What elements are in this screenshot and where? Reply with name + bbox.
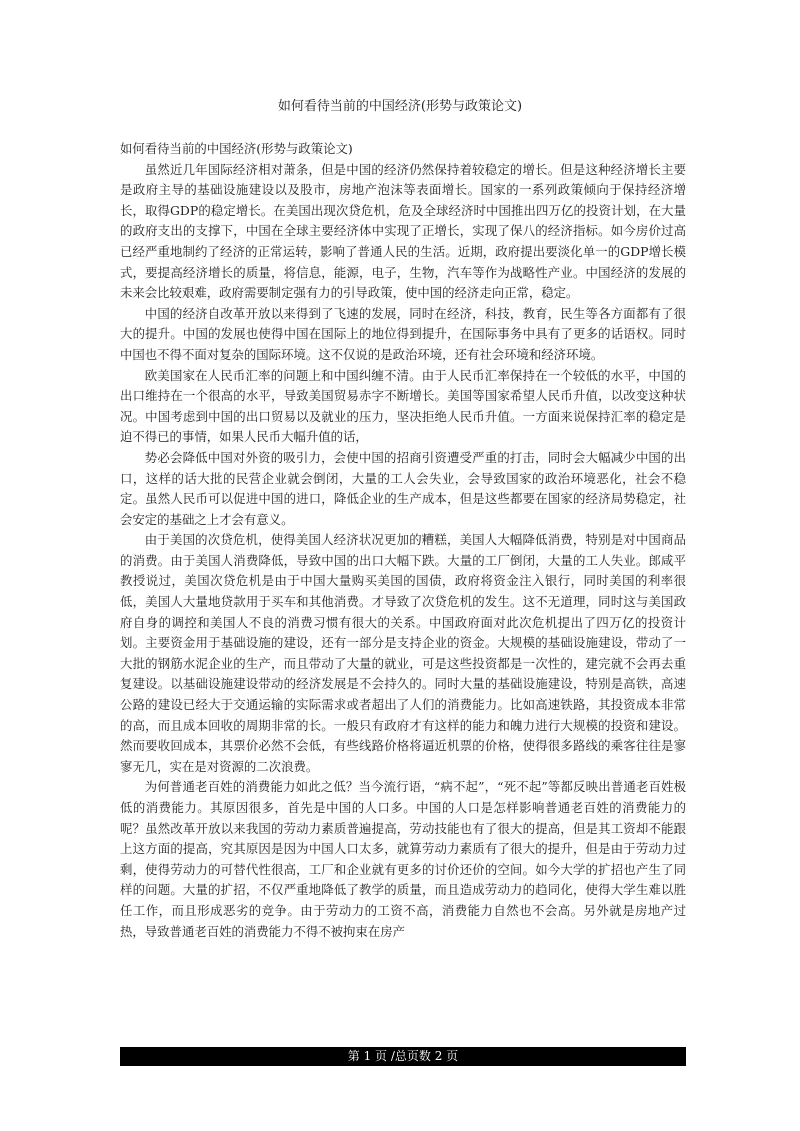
paragraph-2: 中国的经济自改革开放以来得到了飞速的发展，同时在经济，科技，教育，民生等各方面都有了很大的提升。中国的发展也使得中国在国际上的地位得到提升，在国际事务中具有了更多的话语权。同时中国也不得不面对复杂的国际环境。这不仅说的是政治环境，还有社会环境和经济环境。 (120, 305, 686, 362)
page-title: 如何看待当前的中国经济(形势与政策论文) (277, 99, 523, 114)
paragraph-6: 为何普通老百姓的消费能力如此之低？当今流行语，“病不起”，“死不起”等都反映出普通老百姓极低的消费能力。其原因很多，首先是中国的人口多。中国的人口是怎样影响普通老百姓的消费能力的呢？虽然改革开放以来我国的劳动力素质普遍提高，劳动技能也有了很大的提高，但是其工资却不能跟上这方面的提高，究其原因是因为中国人口太多，就算劳动力素质有了很大的提升，但是由于劳动力过剩，使得劳动力的可替代性很高，工厂和企业就有更多的讨价还价的空间。如今大学的扩招也产生了同样的问题。大量的扩招，不仅严重地降低了教学的质量，而且造成劳动力的趋同化，使得大学生难以胜任工作，而且形成恶劣的竞争。由于劳动力的工资不高，消费能力自然也不会高。另外就是房地产过热，导致普通老百姓的消费能力不得不被拘束在房产 (120, 779, 686, 939)
paragraph-1: 虽然近几年国际经济相对萧条，但是中国的经济仍然保持着较稳定的增长。但是这种经济增长主要是政府主导的基础设施建设以及股市，房地产泡沫等表面增长。国家的一系列政策倾向于保持经济增长，取得GDP的稳定增长。在美国出现次贷危机，危及全球经济时中国推出四万亿的投资计划，在大量的政府支出的支撑下，中国在全球主要经济体中实现了正增长，实现了保八的经济指标。如今房价过高已经严重地制约了经济的正常运转，影响了普通人民的生活。近期，政府提出要淡化单一的GDP增长模式，要提高经济增长的质量，将信息，能源，电子，生物，汽车等作为战略性产业。中国经济的发展的未来会比较艰难，政府需要制定强有力的引导政策，使中国的经济走向正常，稳定。 (120, 161, 686, 301)
paragraph-4: 势必会降低中国对外资的吸引力，会使中国的招商引资遭受严重的打击，同时会大幅减少中国的出口，这样的话大批的民营企业就会倒闭，大量的工人会失业，会导致国家的政治环境恶化，社会不稳定。虽然人民币可以促进中国的进口，降低企业的生产成本，但是这些都要在国家的经济局势稳定，社会安定的基础之上才会有意义。 (120, 449, 686, 527)
document-subtitle: 如何看待当前的中国经济(形势与政策论文) (120, 141, 353, 156)
paragraph-3: 欧美国家在人民币汇率的问题上和中国纠缠不清。由于人民币汇率保持在一个较低的水平，中国的出口维持在一个很高的水平，导致美国贸易赤字不断增长。美国等国家希望人民币升值，以改变这种状况。中国考虑到中国的出口贸易以及就业的压力，坚决拒绝人民币升值。一方面来说保持汇率的稳定是迫不得已的事情，如果人民币大幅升值的话， (120, 367, 686, 445)
paragraph-5: 由于美国的次贷危机，使得美国人经济状况更加的糟糕，美国人大幅降低消费，特别是对中国商品的消费。由于美国人消费降低，导致中国的出口大幅下跌。大量的工厂倒闭，大量的工人失业。郎咸平教授说过，美国次贷危机是由于中国大量购买美国的国债，政府将资金注入银行，同时美国的利率很低，美国人大量地贷款用于买车和其他消费。才导致了次贷危机的发生。这不无道理，同时这与美国政府自身的调控和美国人不良的消费习惯有很大的关系。中国政府面对此次危机提出了四万亿的投资计划。主要资金用于基础设施的建设，还有一部分是支持企业的资金。大规模的基础设施建设，带动了一大批的钢筋水泥企业的生产，而且带动了大量的就业，可是这些投资都是一次性的，建完就不会再去重复建设。以基础设施建设带动的经济发展是不会持久的。同时大量的基础设施建设，特别是高铁，高速公路的建设已经大于交通运输的实际需求或者超出了人们的消费能力。比如高速铁路，其投资成本非常的高，而且成本回收的周期非常的长。一般只有政府才有这样的能力和魄力进行大规模的投资和建设。然而要收回成本，其票价必然不会低，有些线路价格将逼近机票的价格，使得很多路线的乘客往往是寥寥无几，实在是对资源的二次浪费。 (120, 532, 686, 774)
document-body (120, 139, 686, 942)
page-footer: 第 1 页 /总页数 2 页 (120, 1047, 686, 1066)
